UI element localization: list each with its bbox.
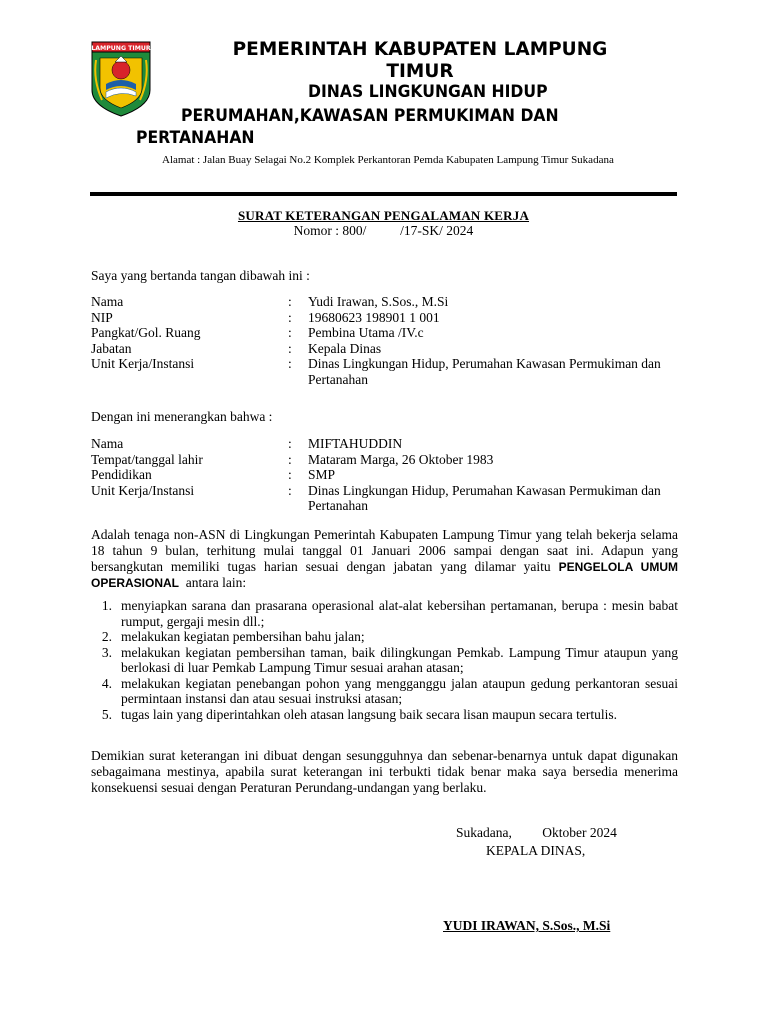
field-label: Pendidikan [91,467,152,482]
field-value: Kepala Dinas [308,340,382,356]
statement-text-end: antara lain: [179,575,247,591]
field-label: Nama [91,436,124,451]
field-value: 19680623 198901 1 001 [308,309,440,325]
letterhead-line-2: TIMUR [386,61,454,82]
signature-place-date: Sukadana, Oktober 2024 [456,825,617,840]
letterhead-line-4: PERUMAHAN,KAWASAN PERMUKIMAN DAN [181,106,559,126]
field-colon: : [288,325,292,340]
lampung-timur-emblem-logo [90,40,152,118]
list-item [91,707,678,723]
field-label: Jabatan [91,340,132,356]
list-number: 4. [101,675,112,691]
field-value: MIFTAHUDDIN [308,436,403,451]
closing-paragraph: Demikian surat keterangan ini dibuat dengan sesungguhnya dan sebenar-benarnya untuk dapat digunakan sebagaimana mestinya, apabila surat keterangan ini terbukti tidak benar maka saya bersedia menerima konsekuensi sesuai dengan Peraturan Perundang-undangan yang berlaku. [91,748,678,795]
employment-statement [91,527,678,592]
field-colon: : [288,451,292,467]
field-label: Pangkat/Gol. Ruang [91,325,201,340]
field-label: Tempat/tanggal lahir [91,451,203,467]
list-number: 1. [101,598,112,613]
field-colon: : [288,340,292,356]
letterhead-line-1: PEMERINTAH KABUPATEN LAMPUNG [232,39,608,60]
document-title: SURAT KETERANGAN PENGALAMAN KERJA [237,208,530,223]
list-item [91,676,678,707]
list-number: 5. [101,706,112,722]
letterhead-address: Alamat : Jalan Buay Selagai No.2 Komplek Perkantoran Pemda Kabupaten Lampung Timur Sukadana [162,154,614,166]
letterhead-divider [90,192,677,196]
field-colon: : [288,356,292,371]
list-number: 2. [101,629,112,644]
duties-list [91,598,678,722]
field-value: Pembina Utama /IV.c [308,325,424,340]
list-item [91,598,678,629]
subject-intro: Dengan ini menerangkan bahwa : [91,409,273,424]
field-label: Unit Kerja/Instansi [91,482,195,498]
list-number: 3. [101,644,112,660]
list-text: tugas lain yang diperintahkan oleh atasan langsung baik secara lisan maupun secara tertulis. [121,706,617,722]
field-value: SMP [308,467,336,482]
list-item [91,645,678,676]
field-colon: : [288,294,292,309]
list-text: melakukan kegiatan pembersihan bahu jalan; [121,629,365,644]
field-colon: : [288,482,292,498]
list-item [91,629,678,645]
field-colon: : [288,436,292,451]
signature-role: KEPALA DINAS, [486,843,586,858]
field-value: Yudi Irawan, S.Sos., M.Si [308,294,449,309]
signer-intro: Saya yang bertanda tangan dibawah ini : [91,268,310,283]
field-label: NIP [91,309,113,325]
list-text: menyiapkan sarana dan prasarana operasional alat-alat kebersihan pertamanan, berupa : mesin babat rumput, gergaji mesin dll.; [121,598,678,629]
field-label: Nama [91,294,124,309]
field-value: Dinas Lingkungan Hidup, Perumahan Kawasan Permukiman dan Pertanahan [308,356,661,387]
field-value: Dinas Lingkungan Hidup, Perumahan Kawasan Permukiman dan Pertanahan [308,482,661,513]
signature-name: YUDI IRAWAN, S.Sos., M.Si [443,918,611,933]
field-value: Mataram Marga, 26 Oktober 1983 [308,451,494,467]
statement-text: Adalah tenaga non-ASN di Lingkungan Pemerintah Kabupaten Lampung Timur yang telah bekerja selama 18 tahun 9 bulan, terhitung mulai tanggal 01 Januari 2006 sampai dengan saat ini. Adapun yang bersangkutan memiliki tugas harian sesuai dengan jabatan yang dilamar yaitu [91,527,678,574]
job-title: PENGELOLA UMUM OPERASIONAL [91,559,678,591]
field-colon: : [288,309,292,325]
document-number: Nomor : 800/ /17-SK/ 2024 [293,223,474,238]
letterhead-line-5: PERTANAHAN [136,128,255,148]
field-label: Unit Kerja/Instansi [91,356,195,371]
list-text: melakukan kegiatan penebangan pohon yang mengganggu jalan ataupun gedung perkantoran sesuai permintaan instansi dan atau sesuai instruksi atasan; [121,675,678,706]
field-colon: : [288,467,292,482]
letterhead-line-3: DINAS LINGKUNGAN HIDUP [308,82,548,102]
list-text: melakukan kegiatan pembersihan taman, baik dilingkungan Pemkab. Lampung Timur ataupun yang berlokasi di luar Pemkab Lampung Timur sesuai arahan atasan; [121,644,678,675]
svg-text:LAMPUNG TIMUR: LAMPUNG TIMUR [91,45,151,52]
